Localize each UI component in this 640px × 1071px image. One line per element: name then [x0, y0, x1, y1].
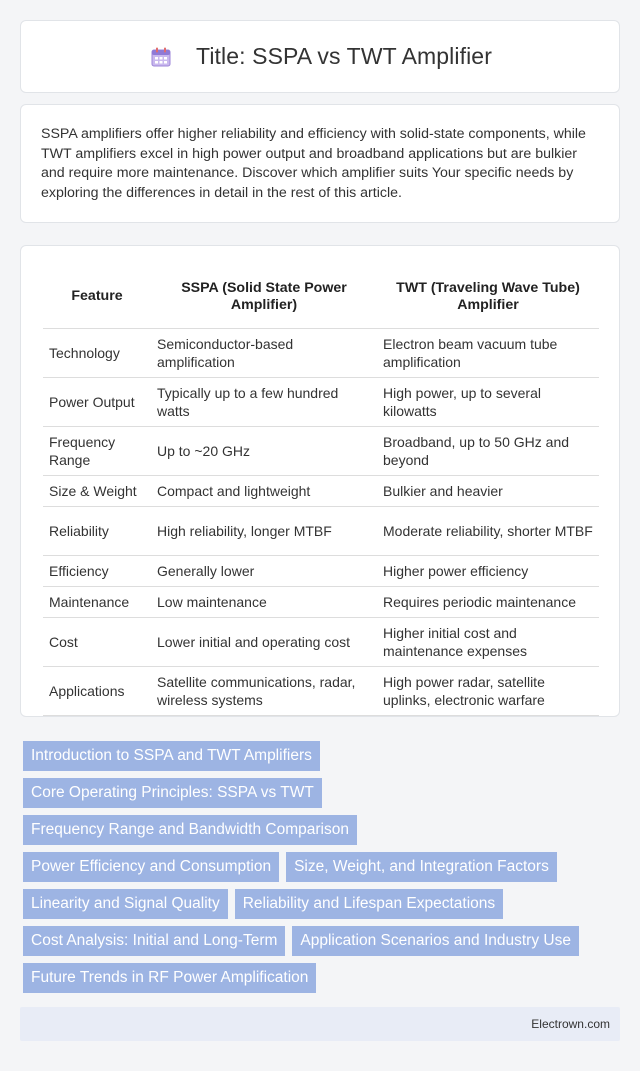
table-row [43, 328, 599, 377]
tag-size-weight[interactable]: Size, Weight, and Integration Factors [286, 852, 557, 882]
comparison-table [43, 266, 599, 716]
sspa-cell: High reliability, longer MTBF [151, 506, 377, 555]
table-header-row [43, 266, 599, 328]
intro-card [20, 104, 620, 223]
feature-cell: Applications [43, 666, 151, 715]
twt-cell: High power radar, satellite uplinks, electronic warfare [377, 666, 599, 715]
feature-cell: Technology [43, 328, 151, 377]
table-row [43, 555, 599, 586]
tag-row [23, 852, 623, 882]
feature-cell: Size & Weight [43, 475, 151, 506]
tag-future-trends[interactable]: Future Trends in RF Power Amplification [23, 963, 316, 993]
tag-row [23, 889, 623, 919]
tag-power-efficiency[interactable]: Power Efficiency and Consumption [23, 852, 279, 882]
tag-applications[interactable]: Application Scenarios and Industry Use [292, 926, 579, 956]
twt-cell: Electron beam vacuum tube amplification [377, 328, 599, 377]
column-header-sspa: SSPA (Solid State Power Amplifier) [151, 266, 377, 328]
twt-cell: Higher power efficiency [377, 555, 599, 586]
tag-row [23, 778, 623, 808]
column-header-feature: Feature [43, 266, 151, 328]
tag-row [23, 963, 623, 993]
comparison-table-card [20, 245, 620, 717]
twt-cell: Moderate reliability, shorter MTBF [377, 506, 599, 555]
tag-frequency-range[interactable]: Frequency Range and Bandwidth Comparison [23, 815, 357, 845]
twt-cell: Broadband, up to 50 GHz and beyond [377, 426, 599, 475]
table-row [43, 617, 599, 666]
twt-cell: Requires periodic maintenance [377, 586, 599, 617]
table-row [43, 377, 599, 426]
intro-text: SSPA amplifiers offer higher reliability and efficiency with solid-state components, while TWT amplifiers excel in high power output and broadband applications but are bulkier and require more maintenance. Discover which amplifier suits Your specific needs by exploring the differences in detail in the rest of this article. [41, 126, 586, 201]
sspa-cell: Semiconductor-based amplification [151, 328, 377, 377]
table-row [43, 426, 599, 475]
page-title: Title: SSPA vs TWT Amplifier [196, 43, 492, 69]
title-card [20, 20, 620, 93]
sspa-cell: Lower initial and operating cost [151, 617, 377, 666]
table-row [43, 586, 599, 617]
feature-cell: Frequency Range [43, 426, 151, 475]
table-row [43, 475, 599, 506]
sspa-cell: Compact and lightweight [151, 475, 377, 506]
twt-cell: Bulkier and heavier [377, 475, 599, 506]
tag-linearity[interactable]: Linearity and Signal Quality [23, 889, 228, 919]
sspa-cell: Generally lower [151, 555, 377, 586]
feature-cell: Efficiency [43, 555, 151, 586]
table-row [43, 666, 599, 715]
sspa-cell: Typically up to a few hundred watts [151, 377, 377, 426]
sspa-cell: Satellite communications, radar, wireless systems [151, 666, 377, 715]
topic-tags [23, 741, 623, 1000]
tag-reliability[interactable]: Reliability and Lifespan Expectations [235, 889, 503, 919]
tag-row [23, 815, 623, 845]
feature-cell: Maintenance [43, 586, 151, 617]
feature-cell: Cost [43, 617, 151, 666]
tag-row [23, 741, 623, 771]
footer-site-name: Electrown.com [531, 1017, 610, 1031]
sspa-cell: Up to ~20 GHz [151, 426, 377, 475]
feature-cell: Power Output [43, 377, 151, 426]
calendar-icon [148, 44, 174, 70]
sspa-cell: Low maintenance [151, 586, 377, 617]
twt-cell: High power, up to several kilowatts [377, 377, 599, 426]
tag-row [23, 926, 623, 956]
tag-introduction[interactable]: Introduction to SSPA and TWT Amplifiers [23, 741, 320, 771]
table-row [43, 506, 599, 555]
twt-cell: Higher initial cost and maintenance expenses [377, 617, 599, 666]
feature-cell: Reliability [43, 506, 151, 555]
tag-cost-analysis[interactable]: Cost Analysis: Initial and Long-Term [23, 926, 285, 956]
column-header-twt: TWT (Traveling Wave Tube) Amplifier [377, 266, 599, 328]
tag-core-principles[interactable]: Core Operating Principles: SSPA vs TWT [23, 778, 322, 808]
footer [20, 1007, 620, 1041]
